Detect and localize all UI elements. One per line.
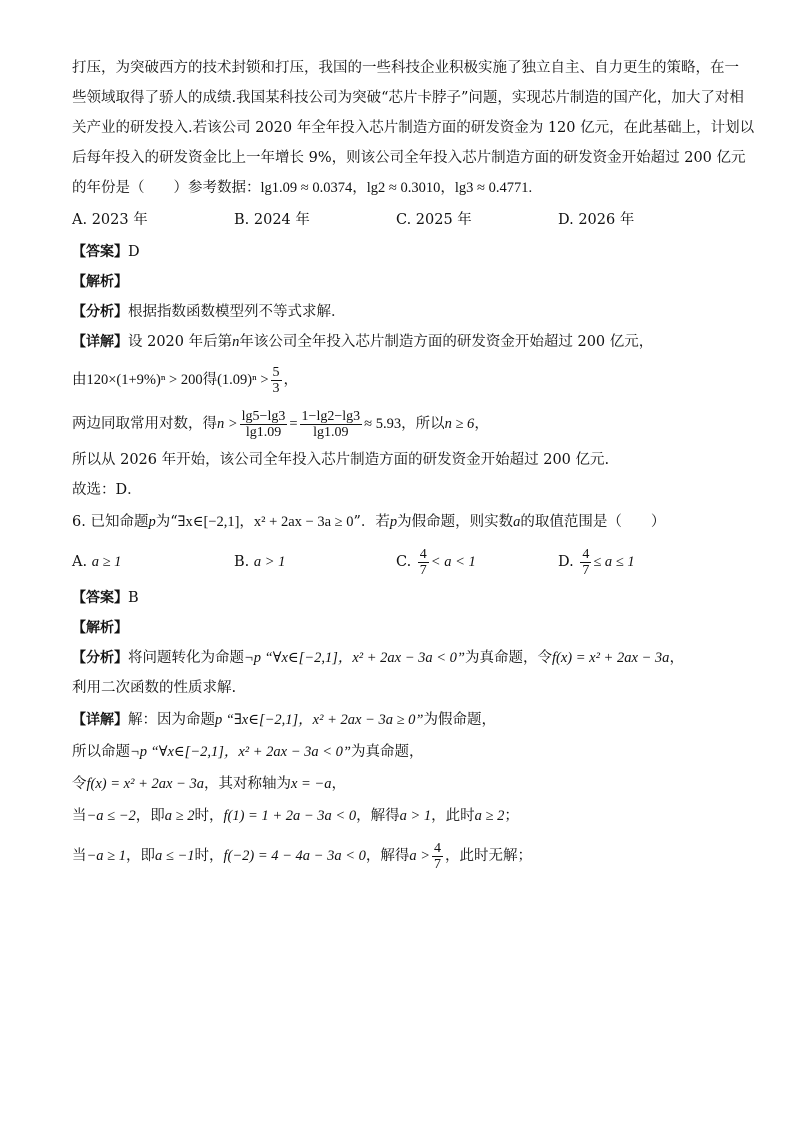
q5-option-a: A. 2023 年 <box>72 212 148 228</box>
q5-answer: 【答案】D <box>72 244 140 260</box>
q5-option-d: D. 2026 年 <box>558 212 635 228</box>
q6-detail-4: 当−a ≤ −2，即a ≥ 2时，f(1) = 1 + 2a − 3a < 0，解得a > 1，此时a ≥ 2； <box>72 808 519 824</box>
q5-line-4: 后每年投入的研发资金比上一年增长 9%，则该公司全年投入芯片制造方面的研发资金开始超过 200 亿元 <box>72 150 746 166</box>
q5-detail-3: 两边同取常用对数，得n > $\frac{\lg 5-\lg 3}{\lg 1.09}$ = $\frac{1-\lg 2-\lg 3}{\lg 1.09}$ ≈ 5.93，所以n ≥ 6， <box>72 408 489 440</box>
q5-options <box>72 210 724 230</box>
fraction: $\frac{4}{7}$ <box>419 546 427 578</box>
fraction: $\frac{4}{7}$ <box>582 546 590 578</box>
q6-fenxi-1: 【分析】将问题转化为命题¬p “∀x∈[−2,1]，x² + 2ax − 3a < 0”为真命题，令f(x) = x² + 2ax − 3a， <box>72 650 684 666</box>
q6-stem: 6. 已知命题p为“∃x∈[−2,1]，x² + 2ax − 3a ≥ 0”．若p为假命题，则实数a的取值范围是（ ） <box>72 514 666 530</box>
document-page <box>72 58 755 882</box>
q6-option-c: C. $\frac{4}{7}$ < a < 1 <box>396 546 476 578</box>
q5-line-2: 些领域取得了骄人的成绩.我国某科技公司为突破“芯片卡脖子”问题，实现芯片制造的国产化，加大了对相 <box>72 90 744 106</box>
q5-detail-5: 故选：D． <box>72 482 142 498</box>
q6-detail-5: 当−a ≥ 1，即a ≤ −1时，f(−2) = 4 − 4a − 3a < 0，解得a > $\frac{4}{7}$ ，此时无解； <box>72 840 533 872</box>
q5-line-1: 打压，为突破西方的技术封锁和打压，我国的一些科技企业积极实施了独立自主、自力更生的策略，在一 <box>72 60 739 76</box>
q6-fenxi-2: 利用二次函数的性质求解. <box>72 680 237 696</box>
q6-answer: 【答案】B <box>72 590 139 606</box>
q6-option-a: A. a ≥ 1 <box>72 554 122 570</box>
q5-detail-2: 由120×(1+9%)ⁿ > 200得(1.09)ⁿ > $\frac{5}{3}$ ， <box>72 364 298 396</box>
fraction: $\frac{1-\lg 2-\lg 3}{\lg 1.09}$ <box>301 408 361 440</box>
q5-analysis-tag: 【解析】 <box>72 274 128 290</box>
q5-option-b: B. 2024 年 <box>234 212 310 228</box>
q5-option-c: C. 2025 年 <box>396 212 472 228</box>
q5-line-5: 的年份是（ ）参考数据：lg1.09 ≈ 0.0374，lg2 ≈ 0.3010，lg3 ≈ 0.4771. <box>72 180 533 196</box>
q6-detail-2: 所以命题¬p “∀x∈[−2,1]，x² + 2ax − 3a < 0”为真命题， <box>72 744 424 760</box>
q6-option-d: D. $\frac{4}{7}$ ≤ a ≤ 1 <box>558 546 635 578</box>
fraction: $\frac{4}{7}$ <box>434 840 442 872</box>
q5-detail-4: 所以从 2026 年开始，该公司全年投入芯片制造方面的研发资金开始超过 200 亿元. <box>72 452 610 468</box>
q6-option-b: B. a > 1 <box>234 554 286 570</box>
fraction: $\frac{\lg 5-\lg 3}{\lg 1.09}$ <box>241 408 286 440</box>
fraction: $\frac{5}{3}$ <box>272 364 280 396</box>
q5-line-3: 关产业的研发投入.若该公司 2020 年全年投入芯片制造方面的研发资金为 120 亿元，在此基础上，计划以 <box>72 120 755 136</box>
q6-detail-3: 令f(x) = x² + 2ax − 3a，其对称轴为x = −a， <box>72 776 346 792</box>
q6-analysis-tag: 【解析】 <box>72 620 128 636</box>
q5-fenxi: 【分析】根据指数函数模型列不等式求解． <box>72 304 346 320</box>
q6-options <box>72 544 724 580</box>
answer-tag: 【答案】 <box>72 590 128 606</box>
q6-detail-1: 【详解】解：因为命题p “∃x∈[−2,1]，x² + 2ax − 3a ≥ 0”为假命题， <box>72 712 496 728</box>
answer-tag: 【答案】 <box>72 244 128 260</box>
q5-detail-1: 【详解】设 2020 年后第n年该公司全年投入芯片制造方面的研发资金开始超过 200 亿元， <box>72 334 654 350</box>
q5-reference-data: lg1.09 ≈ 0.0374，lg2 ≈ 0.3010，lg3 ≈ 0.4771. <box>260 180 533 196</box>
